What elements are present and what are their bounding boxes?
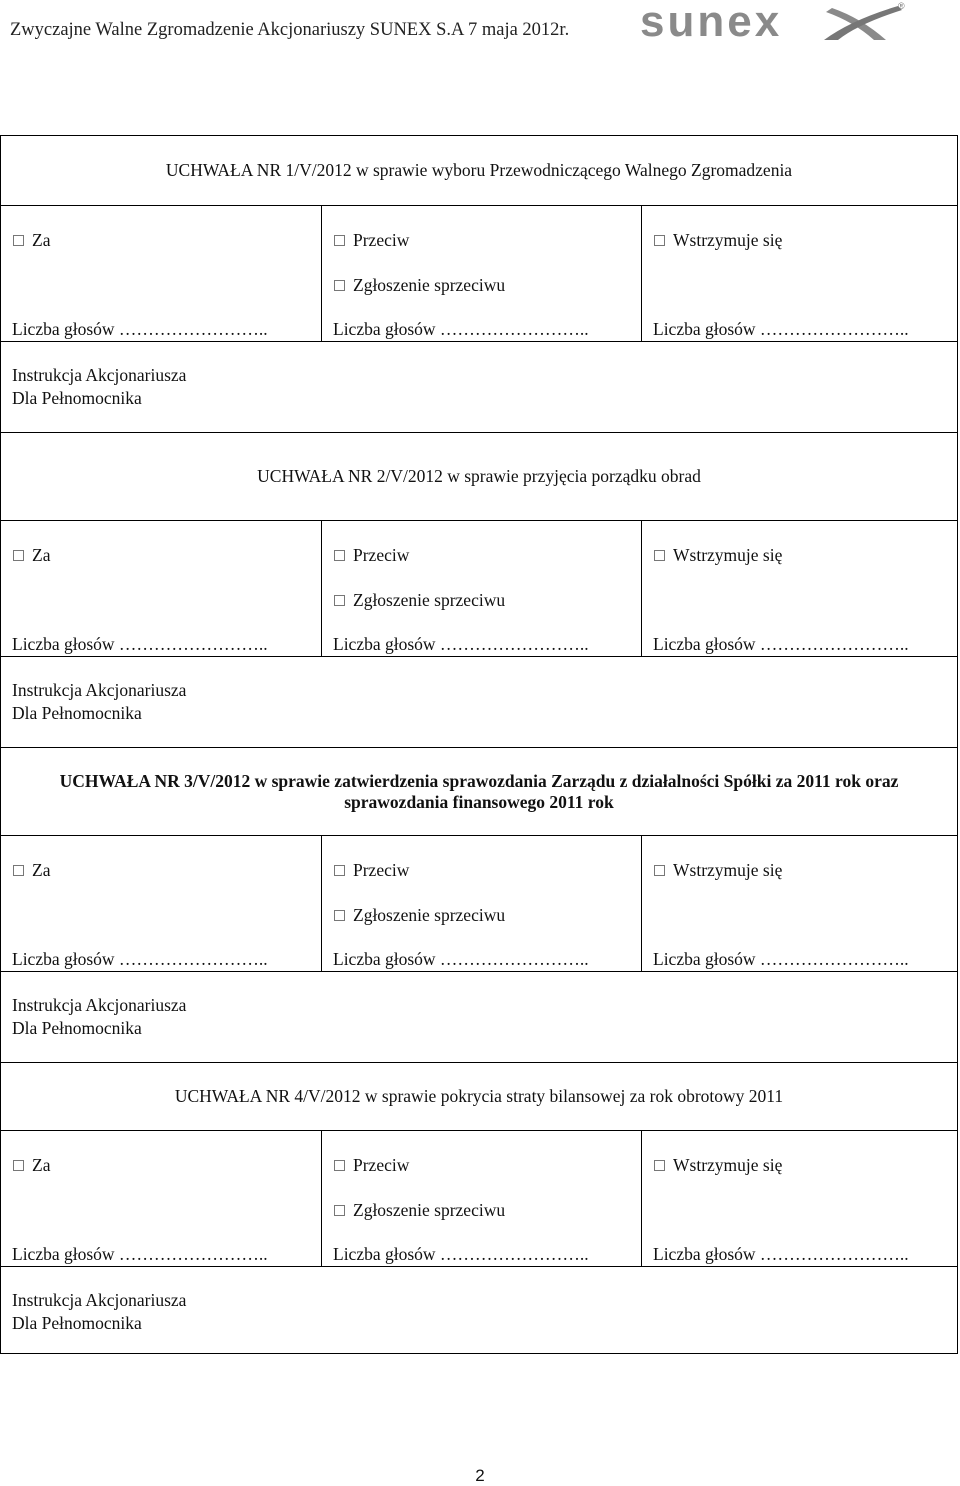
checkbox-icon[interactable] bbox=[654, 550, 665, 561]
resolution-section-3 bbox=[1, 748, 957, 1063]
checkbox-icon[interactable] bbox=[13, 865, 24, 876]
instruction-row[interactable] bbox=[1, 342, 957, 432]
instruction-label: Instrukcja Akcjonariusza bbox=[12, 680, 187, 700]
instruction-label: Instrukcja Akcjonariusza bbox=[12, 365, 187, 385]
checkbox-icon[interactable] bbox=[334, 595, 345, 606]
vote-count-field[interactable]: Liczba głosów …………………….. bbox=[653, 1244, 909, 1264]
instruction-sublabel: Dla Pełnomocnika bbox=[12, 388, 142, 408]
resolution-title: UCHWAŁA NR 3/V/2012 w sprawie zatwierdzenia sprawozdania Zarządu z działalności Spółki za 2011 rok oraz sprawozdania finansowego 2011 rok bbox=[1, 748, 957, 836]
resolution-section-2 bbox=[1, 433, 957, 748]
checkbox-icon[interactable] bbox=[654, 865, 665, 876]
option-label: Za bbox=[32, 545, 51, 565]
vote-column-wstrzymuje bbox=[641, 1131, 957, 1266]
vote-column-przeciw bbox=[321, 521, 641, 656]
vote-row bbox=[1, 206, 957, 342]
instruction-row[interactable] bbox=[1, 657, 957, 747]
vote-count-field[interactable]: Liczba głosów …………………….. bbox=[653, 319, 909, 339]
vote-row bbox=[1, 1131, 957, 1267]
vote-column-za bbox=[1, 1131, 321, 1266]
option-wstrzymuje-sie[interactable] bbox=[654, 1155, 782, 1176]
resolution-section-4 bbox=[1, 1063, 957, 1353]
option-zgloszenie-sprzeciwu[interactable] bbox=[334, 590, 505, 611]
resolution-title: UCHWAŁA NR 1/V/2012 w sprawie wyboru Przewodniczącego Walnego Zgromadzenia bbox=[1, 136, 957, 206]
vote-count-field[interactable]: Liczba głosów …………………….. bbox=[333, 319, 589, 339]
checkbox-icon[interactable] bbox=[13, 235, 24, 246]
page-header bbox=[0, 0, 960, 50]
option-label: Wstrzymuje się bbox=[673, 1155, 783, 1175]
vote-column-przeciw bbox=[321, 836, 641, 971]
option-zgloszenie-sprzeciwu[interactable] bbox=[334, 905, 505, 926]
vote-column-przeciw bbox=[321, 1131, 641, 1266]
option-przeciw[interactable] bbox=[334, 230, 409, 251]
option-label: Zgłoszenie sprzeciwu bbox=[353, 905, 506, 925]
option-label: Przeciw bbox=[353, 860, 410, 880]
checkbox-icon[interactable] bbox=[334, 1205, 345, 1216]
checkbox-icon[interactable] bbox=[13, 1160, 24, 1171]
vote-count-field[interactable]: Liczba głosów …………………….. bbox=[653, 634, 909, 654]
vote-column-wstrzymuje bbox=[641, 206, 957, 341]
checkbox-icon[interactable] bbox=[13, 550, 24, 561]
vote-count-field[interactable]: Liczba głosów …………………….. bbox=[333, 949, 589, 969]
vote-count-field[interactable]: Liczba głosów …………………….. bbox=[333, 634, 589, 654]
option-wstrzymuje-sie[interactable] bbox=[654, 545, 782, 566]
checkbox-icon[interactable] bbox=[334, 280, 345, 291]
vote-column-za bbox=[1, 521, 321, 656]
header-title: Zwyczajne Walne Zgromadzenie Akcjonariuszy SUNEX S.A 7 maja 2012r. bbox=[10, 20, 570, 40]
vote-count-field[interactable]: Liczba głosów …………………….. bbox=[12, 949, 268, 969]
vote-column-za bbox=[1, 206, 321, 341]
option-za[interactable] bbox=[13, 545, 50, 566]
vote-column-przeciw bbox=[321, 206, 641, 341]
resolution-title: UCHWAŁA NR 4/V/2012 w sprawie pokrycia straty bilansowej za rok obrotowy 2011 bbox=[1, 1063, 957, 1131]
checkbox-icon[interactable] bbox=[654, 1160, 665, 1171]
vote-column-wstrzymuje bbox=[641, 521, 957, 656]
option-label: Zgłoszenie sprzeciwu bbox=[353, 1200, 506, 1220]
instruction-row[interactable] bbox=[1, 972, 957, 1062]
option-zgloszenie-sprzeciwu[interactable] bbox=[334, 275, 505, 296]
vote-count-field[interactable]: Liczba głosów …………………….. bbox=[12, 319, 268, 339]
checkbox-icon[interactable] bbox=[334, 550, 345, 561]
page-number: 2 bbox=[475, 1466, 485, 1485]
instruction-sublabel: Dla Pełnomocnika bbox=[12, 1313, 142, 1333]
instruction-row[interactable] bbox=[1, 1267, 957, 1353]
option-label: Wstrzymuje się bbox=[673, 230, 783, 250]
option-przeciw[interactable] bbox=[334, 545, 409, 566]
vote-column-za bbox=[1, 836, 321, 971]
option-label: Przeciw bbox=[353, 1155, 410, 1175]
resolution-title: UCHWAŁA NR 2/V/2012 w sprawie przyjęcia porządku obrad bbox=[1, 433, 957, 521]
option-label: Zgłoszenie sprzeciwu bbox=[353, 275, 506, 295]
option-label: Zgłoszenie sprzeciwu bbox=[353, 590, 506, 610]
checkbox-icon[interactable] bbox=[334, 1160, 345, 1171]
option-za[interactable] bbox=[13, 1155, 50, 1176]
option-label: Za bbox=[32, 230, 51, 250]
instruction-label: Instrukcja Akcjonariusza bbox=[12, 995, 187, 1015]
option-zgloszenie-sprzeciwu[interactable] bbox=[334, 1200, 505, 1221]
vote-row bbox=[1, 521, 957, 657]
sunex-logo bbox=[636, 0, 908, 44]
option-wstrzymuje-sie[interactable] bbox=[654, 230, 782, 251]
vote-column-wstrzymuje bbox=[641, 836, 957, 971]
option-label: Za bbox=[32, 1155, 51, 1175]
checkbox-icon[interactable] bbox=[654, 235, 665, 246]
sunex-logo-wordmark: sunex bbox=[640, 0, 783, 44]
option-label: Wstrzymuje się bbox=[673, 545, 783, 565]
checkbox-icon[interactable] bbox=[334, 865, 345, 876]
instruction-label: Instrukcja Akcjonariusza bbox=[12, 1290, 187, 1310]
sunex-logo-graphic bbox=[636, 0, 908, 44]
option-przeciw[interactable] bbox=[334, 1155, 409, 1176]
instruction-sublabel: Dla Pełnomocnika bbox=[12, 1018, 142, 1038]
vote-count-field[interactable]: Liczba głosów …………………….. bbox=[653, 949, 909, 969]
resolution-section-1 bbox=[1, 136, 957, 433]
option-label: Przeciw bbox=[353, 230, 410, 250]
option-za[interactable] bbox=[13, 230, 50, 251]
registered-mark: ® bbox=[898, 1, 905, 11]
option-label: Wstrzymuje się bbox=[673, 860, 783, 880]
vote-count-field[interactable]: Liczba głosów …………………….. bbox=[333, 1244, 589, 1264]
vote-row bbox=[1, 836, 957, 972]
option-label: Przeciw bbox=[353, 545, 410, 565]
checkbox-icon[interactable] bbox=[334, 235, 345, 246]
instruction-sublabel: Dla Pełnomocnika bbox=[12, 703, 142, 723]
option-label: Za bbox=[32, 860, 51, 880]
option-wstrzymuje-sie[interactable] bbox=[654, 860, 782, 881]
vote-count-field[interactable]: Liczba głosów …………………….. bbox=[12, 634, 268, 654]
option-przeciw[interactable] bbox=[334, 860, 409, 881]
resolutions-table bbox=[0, 135, 958, 1354]
vote-count-field[interactable]: Liczba głosów …………………….. bbox=[12, 1244, 268, 1264]
checkbox-icon[interactable] bbox=[334, 910, 345, 921]
option-za[interactable] bbox=[13, 860, 50, 881]
